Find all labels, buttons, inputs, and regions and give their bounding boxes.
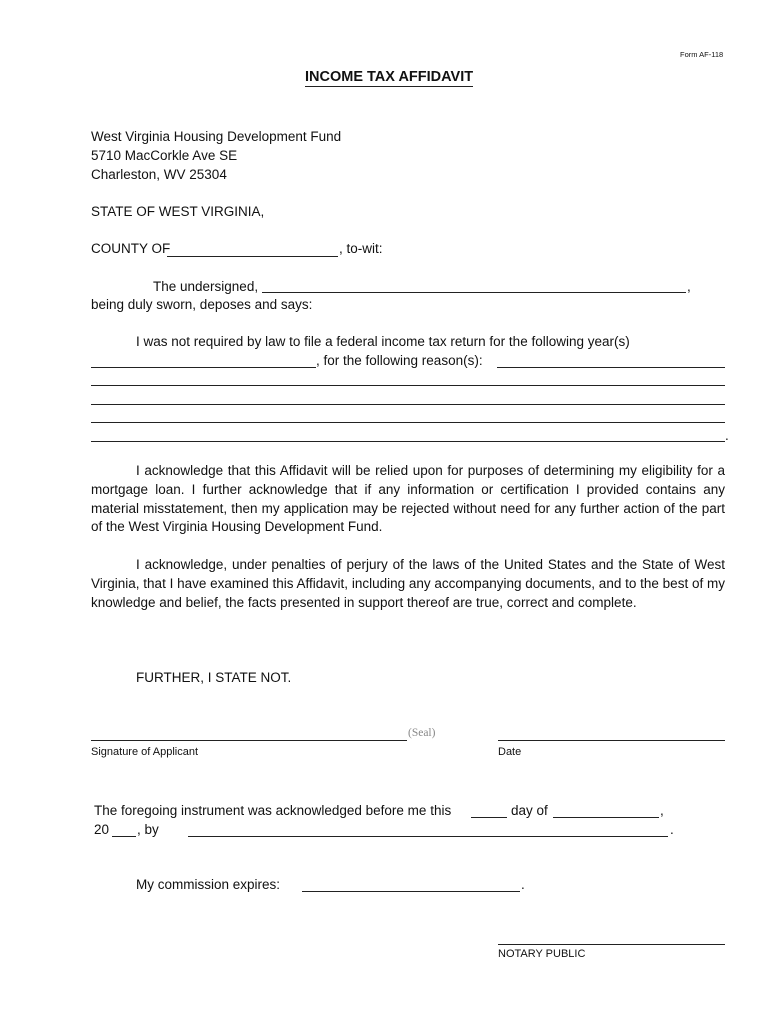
signature-label: Signature of Applicant	[91, 746, 199, 758]
reason-end-period: .	[725, 428, 729, 443]
notary-day-field[interactable]	[471, 817, 507, 818]
notary-year-field[interactable]	[112, 836, 136, 837]
notary-year-prefix: 20	[94, 822, 110, 837]
no-filing-statement: I was not required by law to file a federal income tax return for the following year(s)	[136, 334, 630, 349]
county-label: COUNTY OF	[91, 241, 171, 256]
date-field[interactable]	[498, 740, 725, 741]
notary-by-label: , by	[137, 822, 159, 837]
notary-comma: ,	[660, 803, 664, 818]
undersigned-suffix: ,	[687, 279, 691, 294]
notary-public-label: NOTARY PUBLIC	[498, 948, 586, 960]
county-suffix: , to-wit:	[339, 241, 383, 256]
address-line-2: 5710 MacCorkle Ave SE	[91, 148, 238, 163]
notary-signature-field[interactable]	[498, 944, 725, 945]
reason-field-3[interactable]	[91, 404, 725, 405]
date-label: Date	[498, 746, 522, 758]
reason-field-2[interactable]	[91, 385, 725, 386]
address-line-3: Charleston, WV 25304	[91, 167, 227, 182]
commission-label: My commission expires:	[136, 877, 281, 892]
perjury-paragraph: I acknowledge, under penalties of perjury of the laws of the United States and the State of West Virginia, that I have examined this Affidavit, including any accompanying documents, and to the best of my knowledge and belief, the facts presented in support thereof are true, correct and complete.	[91, 557, 725, 610]
years-field[interactable]	[91, 367, 316, 368]
notary-by-period: .	[670, 822, 674, 837]
sworn-line: being duly sworn, deposes and says:	[91, 297, 313, 312]
reason-field-1[interactable]	[497, 367, 725, 368]
undersigned-name-field[interactable]	[262, 292, 686, 293]
notary-month-field[interactable]	[553, 817, 659, 818]
address-line-1: West Virginia Housing Development Fund	[91, 129, 342, 144]
notary-by-name-field[interactable]	[188, 836, 668, 837]
reason-field-5[interactable]	[91, 441, 725, 442]
seal-label: (Seal)	[408, 727, 436, 739]
page-title: INCOME TAX AFFIDAVIT	[305, 69, 474, 85]
commission-date-field[interactable]	[302, 891, 520, 892]
commission-period: .	[521, 877, 525, 892]
undersigned-label: The undersigned,	[153, 279, 259, 294]
notary-day-label: day of	[511, 803, 548, 818]
reason-label: , for the following reason(s):	[316, 353, 483, 368]
reason-field-4[interactable]	[91, 422, 725, 423]
form-number: Form AF-118	[680, 50, 724, 59]
applicant-signature-field[interactable]	[91, 740, 407, 741]
further-statement: FURTHER, I STATE NOT.	[136, 670, 292, 685]
county-field[interactable]	[167, 256, 338, 257]
acknowledge-paragraph: I acknowledge that this Affidavit will be relied upon for purposes of determining my eligibility for a mortgage loan. I further acknowledge that if any information or certification I provided contains any material misstatement, then my application may be rejected without need for any further action of the part of the West Virginia Housing Development Fund.	[91, 463, 725, 535]
notary-ack-text: The foregoing instrument was acknowledged before me this	[94, 803, 452, 818]
state-line: STATE OF WEST VIRGINIA,	[91, 204, 265, 219]
